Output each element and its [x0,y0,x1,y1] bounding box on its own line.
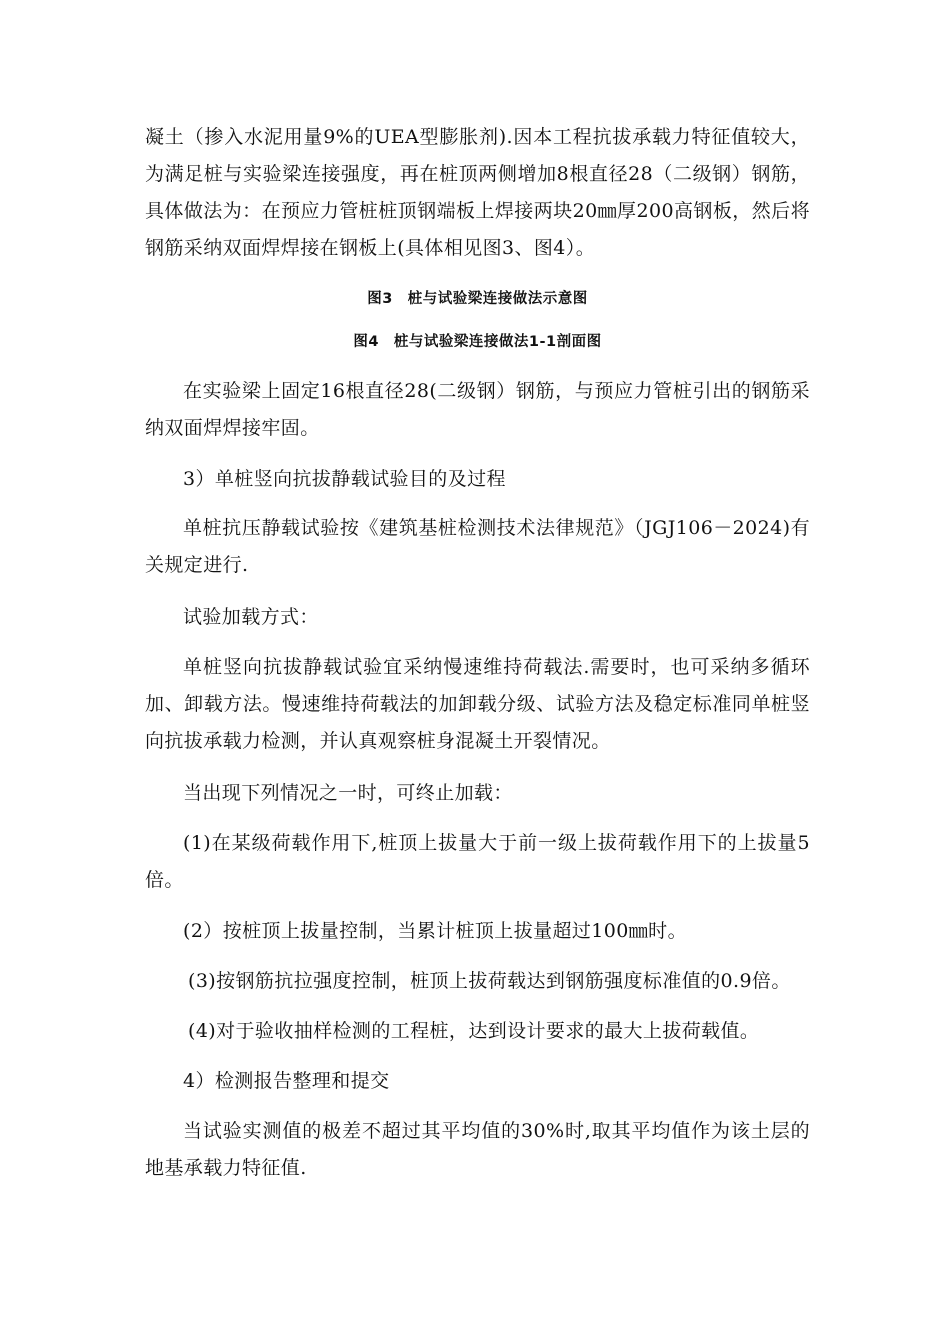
paragraph-standard-reference: 单桩抗压静载试验按《建筑基桩检测技术法律规范》（JGJ106－2024)有关规定进行. [145,517,810,576]
paragraph-loading-method: 单桩竖向抗拔静载试验宜采纳慢速维持荷载法.需要时，也可采纳多循环加、卸载方法。慢速维持荷载法的加卸载分级、试验方法及稳定标准同单桩竖向抗拔承载力检测，并认真观察桩身混凝土开裂情况。 [145,656,810,752]
paragraph-termination-conditions: 当出现下列情况之一时，可终止加载： [183,782,513,804]
section-heading-4: 4）检测报告整理和提交 [183,1070,390,1092]
figure-4-caption: 图4 桩与试验梁连接做法1-1剖面图 [353,334,602,350]
list-item-condition-4: (4)对于验收抽样检测的工程桩，达到设计要求的最大上拔荷载值。 [188,1020,760,1042]
section-heading-3: 3）单桩竖向抗拔静载试验目的及过程 [183,468,506,490]
paragraph-test-beam: 在实验梁上固定16根直径28(二级钢）钢筋，与预应力管桩引出的钢筋采纳双面焊焊接牢固。 [145,380,810,439]
paragraph-connection-detail: 凝土（掺入水泥用量9%的UEA型膨胀剂).因本工程抗拔承载力特征值较大，为满足桩与实验梁连接强度，再在桩顶两侧增加8根直径28（二级钢）钢筋，具体做法为：在预应力管桩桩顶钢端板上焊接两块20㎜厚200高钢板，然后将钢筋采纳双面焊焊接在钢板上(具体相见图3、图4）。 [145,126,810,259]
figure-3-caption: 图3 桩与试验梁连接做法示意图 [367,291,588,307]
list-item-condition-3: (3)按钢筋抗拉强度控制，桩顶上拔荷载达到钢筋强度标准值的0.9倍。 [188,970,791,992]
paragraph-bearing-capacity: 当试验实测值的极差不超过其平均值的30%时,取其平均值作为该土层的地基承载力特征值. [145,1120,810,1179]
list-item-condition-1: (1)在某级荷载作用下,桩顶上拔量大于前一级上拔荷载作用下的上拔量5倍。 [145,832,810,891]
list-item-condition-2: (2）按桩顶上拔量控制，当累计桩顶上拔量超过100㎜时。 [183,920,687,942]
paragraph-loading-method-label: 试验加载方式： [183,606,319,628]
